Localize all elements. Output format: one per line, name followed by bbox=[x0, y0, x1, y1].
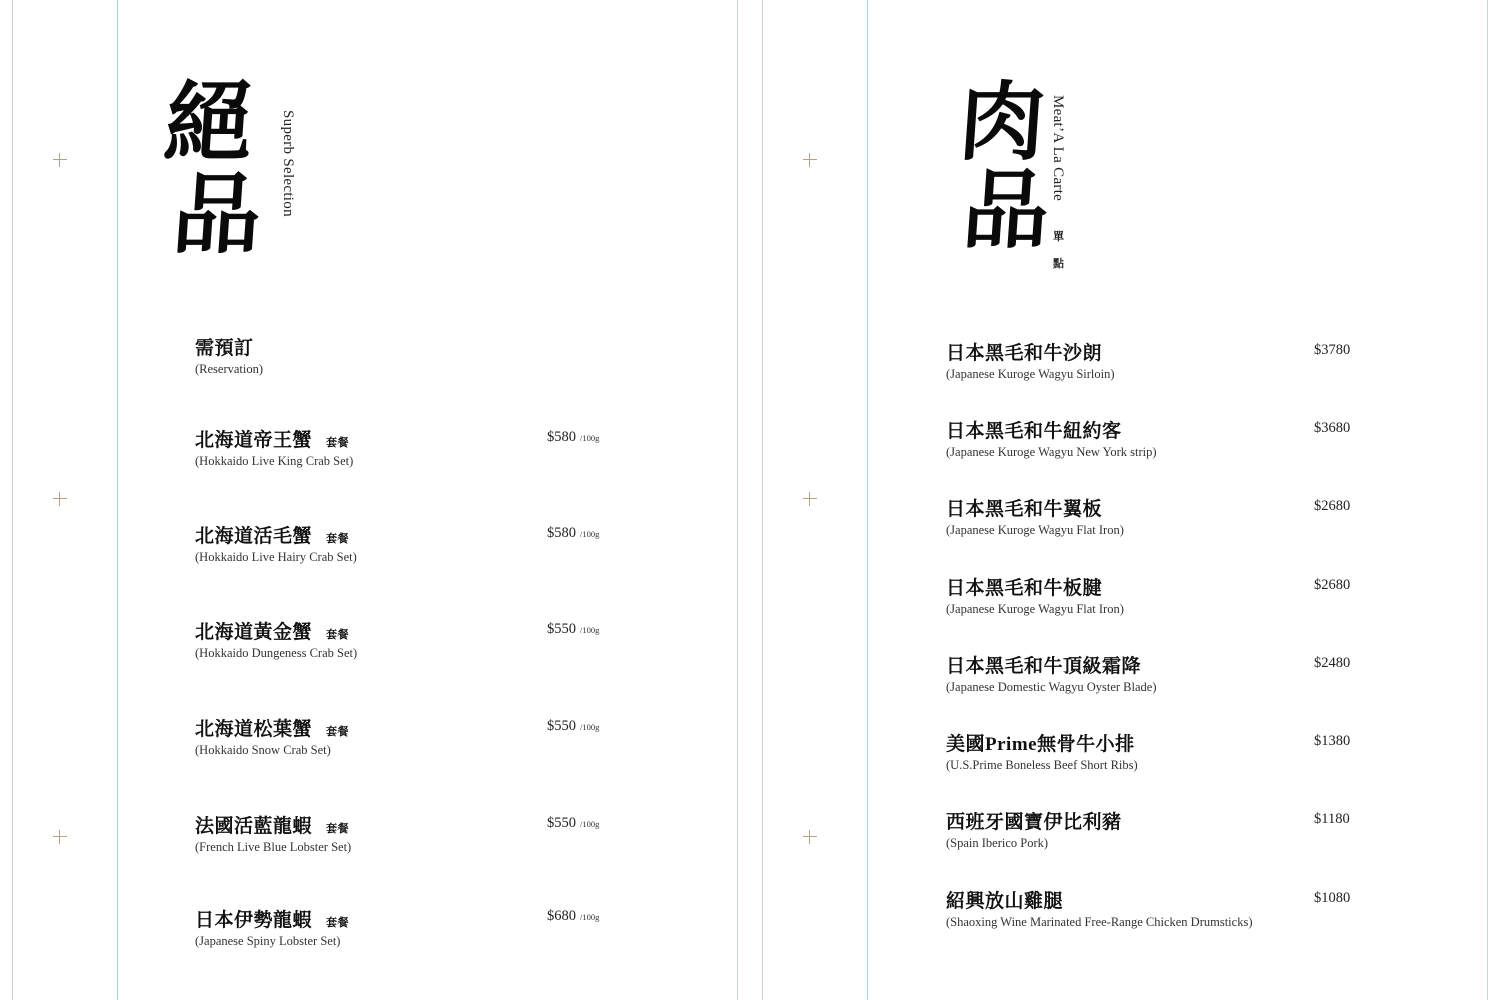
crosshair-mark-icon bbox=[53, 830, 67, 844]
price-value: $550 bbox=[547, 815, 576, 831]
item-name-en: (French Live Blue Lobster Set) bbox=[195, 840, 352, 854]
item-name-zh: 日本黑毛和牛翼板 bbox=[946, 499, 1103, 520]
item-price bbox=[547, 525, 599, 542]
set-tag: 套餐 bbox=[326, 726, 350, 738]
item-name-en: (Japanese Kuroge Wagyu Sirloin) bbox=[946, 367, 1115, 381]
item-name-zh: 北海道松葉蟹 bbox=[195, 719, 313, 740]
section-title-vertical: Superb Selection bbox=[280, 110, 296, 217]
item-name-en: (Japanese Kuroge Wagyu Flat Iron) bbox=[946, 523, 1124, 537]
item-name-zh: 日本黑毛和牛沙朗 bbox=[946, 343, 1103, 364]
item-name-zh: 日本黑毛和牛板腱 bbox=[946, 578, 1103, 599]
item-name-en: (Hokkaido Live King Crab Set) bbox=[195, 454, 354, 468]
menu-item bbox=[946, 886, 1252, 930]
menu-item bbox=[946, 416, 1157, 460]
item-name-en: (Spain Iberico Pork) bbox=[946, 836, 1049, 850]
item-name-zh: 日本伊勢龍蝦 bbox=[195, 910, 313, 931]
item-price: $3780 bbox=[1314, 342, 1351, 358]
crosshair-mark-icon bbox=[803, 153, 817, 167]
price-value: $680 bbox=[547, 908, 576, 924]
section-title-vertical: Meat’A La Carte bbox=[1050, 95, 1066, 202]
item-name-zh: 西班牙國寶伊比利豬 bbox=[946, 812, 1122, 833]
item-name-en: (U.S.Prime Boneless Beef Short Ribs) bbox=[946, 758, 1138, 772]
set-tag: 套餐 bbox=[326, 629, 350, 641]
item-name-en: (Shaoxing Wine Marinated Free-Range Chicken Drumsticks) bbox=[946, 915, 1253, 929]
crosshair-mark-icon bbox=[53, 492, 67, 506]
item-name-en: (Japanese Domestic Wagyu Oyster Blade) bbox=[946, 680, 1157, 694]
item-name-en: (Japanese Kuroge Wagyu Flat Iron) bbox=[946, 602, 1124, 616]
menu-item bbox=[946, 573, 1124, 617]
price-unit: /100g bbox=[580, 529, 600, 539]
price-value: $580 bbox=[547, 525, 576, 541]
set-tag: 套餐 bbox=[326, 823, 350, 835]
item-name-en: (Japanese Spiny Lobster Set) bbox=[195, 934, 341, 948]
item-name-en: (Hokkaido Snow Crab Set) bbox=[195, 743, 331, 757]
calligraphy-char: 品 bbox=[169, 162, 265, 266]
reservation-zh: 需預訂 bbox=[195, 338, 254, 359]
item-price bbox=[547, 429, 599, 446]
price-unit: /100g bbox=[580, 912, 600, 922]
item-name-zh: 北海道活毛蟹 bbox=[195, 526, 313, 547]
margin-rule bbox=[867, 0, 868, 1000]
menu-item bbox=[946, 494, 1124, 538]
price-unit: /100g bbox=[580, 819, 600, 829]
menu-page-meat-a-la-carte bbox=[762, 0, 1488, 1000]
menu-item bbox=[195, 811, 351, 855]
price-value: $550 bbox=[547, 621, 576, 637]
item-name-zh: 日本黑毛和牛頂級霜降 bbox=[946, 656, 1142, 677]
menu-page-superb-selection bbox=[12, 0, 738, 1000]
item-name-en: (Hokkaido Dungeness Crab Set) bbox=[195, 646, 358, 660]
item-price bbox=[547, 718, 599, 735]
menu-item bbox=[195, 521, 357, 565]
set-tag: 套餐 bbox=[326, 437, 350, 449]
item-name-zh: 北海道黃金蟹 bbox=[195, 622, 313, 643]
price-unit: /100g bbox=[580, 625, 600, 635]
item-price bbox=[547, 908, 599, 925]
item-name-en: (Hokkaido Live Hairy Crab Set) bbox=[195, 550, 357, 564]
reservation-en: (Reservation) bbox=[195, 362, 264, 376]
price-value: $580 bbox=[547, 429, 576, 445]
section-subtitle-char: 點 bbox=[1053, 258, 1064, 270]
margin-rule bbox=[117, 0, 118, 1000]
item-name-zh: 日本黑毛和牛紐約客 bbox=[946, 421, 1122, 442]
reservation-note bbox=[195, 333, 263, 377]
set-tag: 套餐 bbox=[326, 917, 350, 929]
crosshair-mark-icon bbox=[803, 492, 817, 506]
item-price: $2680 bbox=[1314, 498, 1351, 514]
menu-item bbox=[946, 338, 1115, 382]
item-name-zh: 北海道帝王蟹 bbox=[195, 430, 313, 451]
calligraphy-char: 肉 bbox=[955, 72, 1049, 173]
menu-item bbox=[195, 617, 357, 661]
item-price: $2480 bbox=[1314, 655, 1351, 671]
item-price: $3680 bbox=[1314, 420, 1351, 436]
price-value: $550 bbox=[547, 718, 576, 734]
calligraphy-char: 品 bbox=[959, 160, 1053, 261]
menu-item bbox=[195, 905, 349, 949]
item-price bbox=[547, 621, 599, 638]
set-tag: 套餐 bbox=[326, 533, 350, 545]
item-price bbox=[547, 815, 599, 832]
menu-item bbox=[195, 425, 353, 469]
crosshair-mark-icon bbox=[803, 830, 817, 844]
item-price: $1080 bbox=[1314, 890, 1351, 906]
menu-item bbox=[946, 651, 1157, 695]
crosshair-mark-icon bbox=[53, 153, 67, 167]
item-name-en: (Japanese Kuroge Wagyu New York strip) bbox=[946, 445, 1157, 459]
item-price: $2680 bbox=[1314, 577, 1351, 593]
calligraphy-char: 絕 bbox=[161, 70, 257, 174]
menu-item bbox=[946, 729, 1138, 773]
item-name-zh: 美國Prime無骨牛小排 bbox=[946, 734, 1135, 755]
menu-item bbox=[195, 714, 349, 758]
section-subtitle-char: 單 bbox=[1053, 231, 1064, 243]
item-name-zh: 紹興放山雞腿 bbox=[946, 891, 1064, 912]
item-price: $1380 bbox=[1314, 733, 1351, 749]
item-name-zh: 法國活藍龍蝦 bbox=[195, 816, 313, 837]
menu-item bbox=[946, 807, 1122, 851]
price-unit: /100g bbox=[580, 433, 600, 443]
item-price: $1180 bbox=[1314, 811, 1350, 827]
price-unit: /100g bbox=[580, 722, 600, 732]
